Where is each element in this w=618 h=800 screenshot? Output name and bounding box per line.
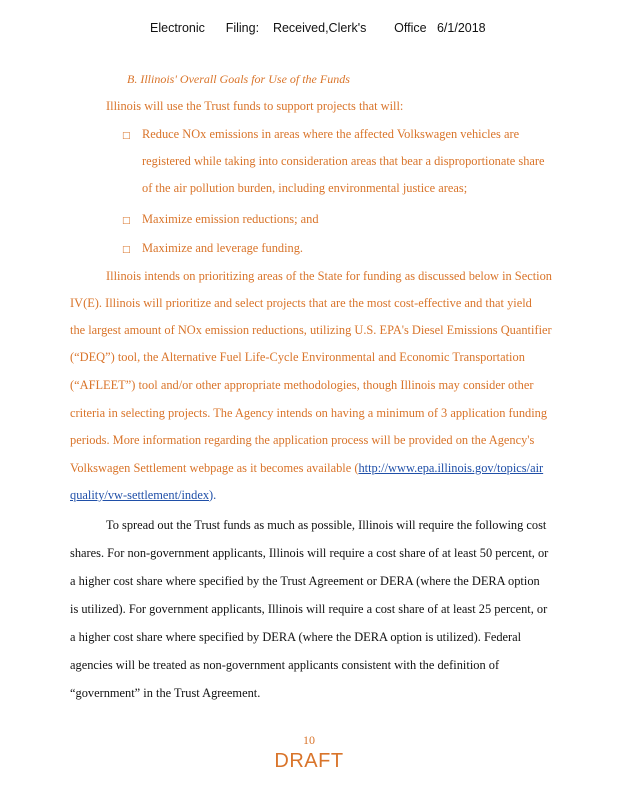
bullet-icon: □ bbox=[122, 131, 131, 141]
page-number: 10 bbox=[303, 733, 315, 747]
bullet-item bbox=[122, 127, 519, 142]
paragraph-line: periods. More information regarding the application process will be provided on the Agency's bbox=[70, 433, 535, 447]
paragraph-line: agencies will be treated as non-government applicants consistent with the definition of bbox=[70, 658, 500, 672]
filing-header: Electronic Filing: Received,Clerk's Office 6/1/2018 bbox=[150, 21, 486, 35]
paragraph-line bbox=[70, 488, 216, 503]
paragraph-line: Illinois intends on prioritizing areas of the State for funding as discussed below in Section bbox=[106, 269, 552, 283]
bullet-continuation: of the air pollution burden, including environmental justice areas; bbox=[142, 181, 468, 195]
paragraph-text: Volkswagen Settlement webpage as it becomes available ( bbox=[70, 461, 359, 475]
bullet-continuation: registered while taking into consideration areas that bear a disproportionate share bbox=[142, 154, 545, 168]
bullet-text: Maximize emission reductions; and bbox=[142, 212, 319, 226]
paragraph-line: (“AFLEET”) tool and/or other appropriate methodologies, though Illinois may consider other bbox=[70, 378, 534, 392]
bullet-text: Maximize and leverage funding. bbox=[142, 241, 304, 255]
section-heading: B. Illinois' Overall Goals for Use of the Funds bbox=[127, 72, 350, 86]
paragraph-line: IV(E). Illinois will prioritize and select projects that are the most cost-effective and that yield bbox=[70, 296, 532, 310]
paragraph-line: (“DEQ”) tool, the Alternative Fuel Life-Cycle Environmental and Economic Transportation bbox=[70, 350, 525, 364]
bullet-icon: □ bbox=[122, 245, 131, 255]
draft-watermark: DRAFT bbox=[274, 750, 344, 772]
paragraph-line: “government” in the Trust Agreement. bbox=[70, 686, 261, 700]
paragraph-line: is utilized). For government applicants, Illinois will require a cost share of at least 25 percent, or bbox=[70, 602, 548, 616]
paragraph-line: To spread out the Trust funds as much as possible, Illinois will require the following cost bbox=[106, 518, 547, 532]
paragraph-line bbox=[70, 461, 543, 476]
webpage-link[interactable]: http://www.epa.illinois.gov/topics/air bbox=[358, 461, 544, 475]
bullet-icon: □ bbox=[122, 216, 131, 226]
bullet-item bbox=[122, 212, 319, 227]
paragraph-line: a higher cost share where specified by DERA (where the DERA option is utilized). Federal bbox=[70, 630, 522, 644]
bullet-text: Reduce NOx emissions in areas where the affected Volkswagen vehicles are bbox=[142, 127, 520, 141]
paragraph-line: criteria in selecting projects. The Agency intends on having a minimum of 3 application funding bbox=[70, 406, 548, 420]
bullet-item bbox=[122, 241, 303, 256]
webpage-link-continued[interactable]: quality/vw-settlement/index bbox=[70, 488, 210, 502]
intro-line: Illinois will use the Trust funds to support projects that will: bbox=[106, 99, 404, 113]
link-suffix: ). bbox=[209, 488, 217, 502]
paragraph-line: the largest amount of NOx emission reductions, utilizing U.S. EPA's Diesel Emissions Quantifier bbox=[70, 323, 552, 337]
paragraph-line: a higher cost share where specified by the Trust Agreement or DERA (where the DERA option bbox=[70, 574, 540, 588]
paragraph-line: shares. For non-government applicants, Illinois will require a cost share of at least 50 percent, or bbox=[70, 546, 549, 560]
